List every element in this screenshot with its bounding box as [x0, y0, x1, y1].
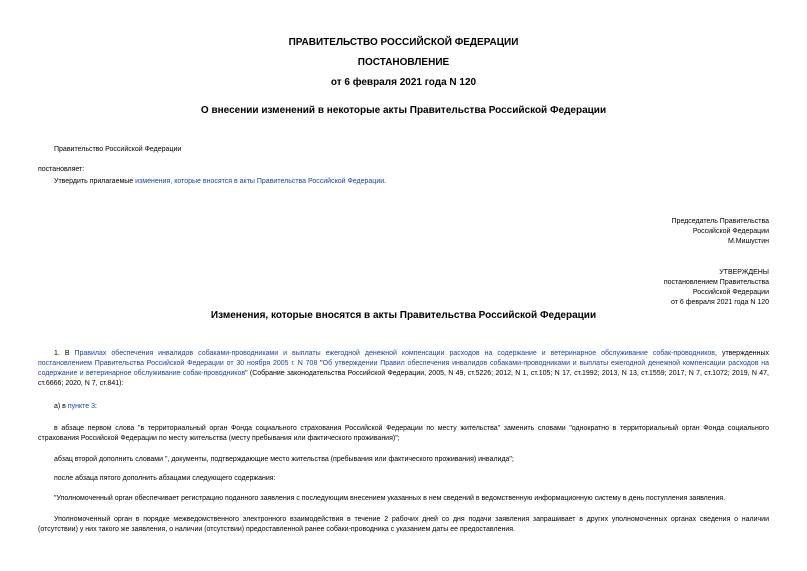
paragraph-quote-1: "Уполномоченный орган обеспечивает регистрацию поданного заявления с последующим внесением указанных в нем сведений в ведомственную информационную систему в день поступления заявления.	[54, 495, 726, 502]
signature-block	[672, 217, 769, 247]
approved-line: Российской Федерации	[692, 289, 769, 296]
preamble-government: Правительство Российской Федерации	[54, 146, 182, 153]
paragraph-abzac-2: абзац второй дополнить словами ", документы, подтверждающие место жительства (пребывания или фактического проживания) инвалида";	[54, 456, 514, 463]
government-heading: ПРАВИТЕЛЬСТВО РОССИЙСКОЙ ФЕДЕРАЦИИ	[288, 37, 519, 48]
document-title: О внесении изменений в некоторые акты Правительства Российской Федерации	[200, 105, 607, 116]
changes-title: Изменения, которые вносятся в акты Правительства Российской Федерации	[210, 310, 597, 321]
preamble-approve: Утвердить прилагаемые изменения, которые вносятся в акты Правительства Российской Федерации.	[54, 178, 387, 185]
paragraph-quote-2: Уполномоченный орган в порядке межведомственного электронного взаимодействия в течение 2 рабочих дней со дня подачи заявления запрашивает в других уполномоченных органах сведения о наличии (отсутствии) у них такого же заявления, о наличии (отсутствии) предоставленной ранее собаки-проводника с указанием даты ее предоставления.	[38, 516, 769, 533]
clause-3-link[interactable]: пункте 3	[67, 403, 95, 410]
signature-line: Председатель Правительства	[671, 218, 769, 225]
document-type: ПОСТАНОВЛЕНИЕ	[357, 57, 450, 68]
paragraph-abzac-3: после абзаца пятого дополнить абзацами следующего содержания:	[54, 475, 276, 482]
document-date-number: от 6 февраля 2021 года N 120	[330, 77, 477, 88]
approved-line: постановлением Правительства	[663, 279, 769, 286]
approved-line: УТВЕРЖДЕНЫ	[719, 269, 769, 276]
rules-link[interactable]: Правилах обеспечения инвалидов собаками-проводниками и выплаты ежегодной денежной компенсации расходов на содержание и ветеринарное обслуживание собак-проводников	[74, 350, 716, 357]
signature-name: М.Мишустин	[727, 238, 769, 245]
paragraph-1: 1. В Правилах обеспечения инвалидов собаками-проводниками и выплаты ежегодной денежной компенсации расходов на содержание и ветеринарное обслуживание собак-проводников, утвержденных постановлением Правительства Российской Федерации от 30 ноября 2005 г. N 708 "Об утверждении Правил обеспечения инвалидов собаками-проводниками и выплаты ежегодной денежной компенсации расходов на содержание и ветеринарное обслуживание собак-проводников" (Собрание законодательства Российской Федерации, 2005, N 49, ст.5226; 2012, N 1, ст.105; N 17, ст.1992; 2013, N 13, ст.1559; 2017, N 7, ст.1072; 2019, N 47, ст.6666; 2020, N 7, ст.841):	[38, 350, 770, 387]
resolution-link[interactable]: постановлением Правительства Российской Федерации от 30 ноября 2005 г. N 708	[38, 360, 318, 367]
paragraph-abzac-1: в абзаце первом слова "в территориальный орган Фонда социального страхования Российской Федерации по месту жительства" заменить словами "однократно в территориальный орган Фонда социального страхования Российской Федерации по месту жительства (месту пребывания или фактического проживания)";	[38, 425, 769, 442]
approved-block	[664, 268, 769, 308]
approved-line: от 6 февраля 2021 года N 120	[671, 299, 769, 306]
preamble-resolves: постановляет:	[38, 166, 85, 173]
signature-line: Российской Федерации	[692, 228, 769, 235]
paragraph-a: а) в пункте 3:	[54, 403, 97, 410]
resolution-title-link[interactable]: Об утверждении Правил обеспечения инвалидов собаками-проводниками и выплаты ежегодной денежной компенсации расходов на содержание и ветеринарное обслуживание собак-проводников	[38, 360, 769, 377]
changes-link[interactable]: изменения, которые вносятся в акты Правительства Российской Федерации	[135, 178, 385, 185]
